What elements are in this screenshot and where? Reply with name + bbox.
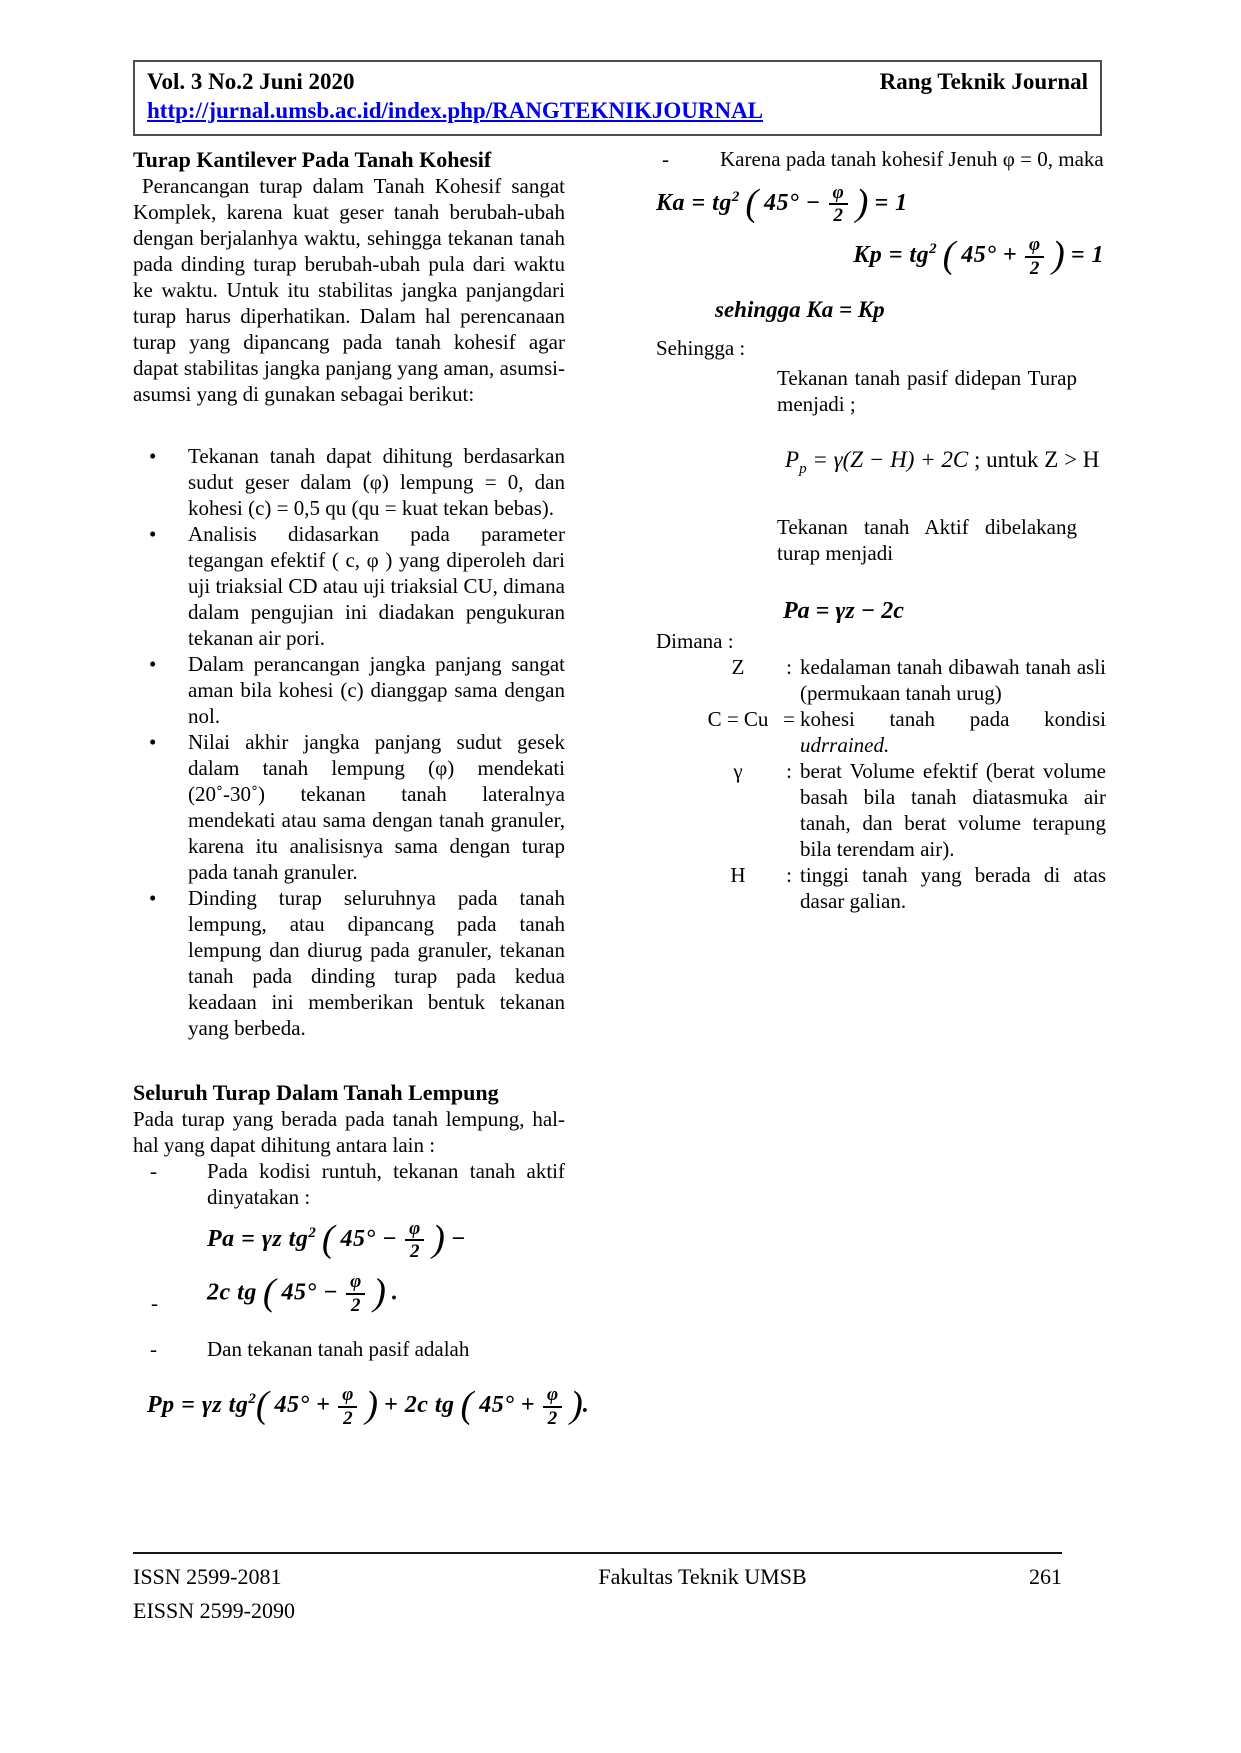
issn-text: ISSN 2599-2081 — [133, 1564, 282, 1589]
dash-item-text: Karena pada tanah kohesif Jenuh φ = 0, maka — [720, 147, 1104, 171]
list-item — [133, 885, 565, 1041]
dash-item-pasif — [133, 1336, 565, 1362]
formula-pa-line1: Pa = γz $tg^2$ ( 45° − $\frac{\varphi}{2}$ ) − — [207, 1217, 466, 1263]
dimana-label: Dimana : — [656, 628, 734, 653]
formula-kp: $Kp = tg^2$ ( 45° + $\frac{\varphi}{2}$ ) = 1 — [853, 233, 1104, 279]
definition-separator: = — [783, 706, 795, 731]
definition-text: kedalaman tanah dibawah tanah asli (permukaan tanah urug) — [800, 654, 1106, 705]
page-footer — [133, 1552, 1062, 1628]
formula-pa-active: Pa = γz − 2c — [783, 597, 904, 624]
header-box — [133, 60, 1102, 136]
dash-item-kohesif-jenuh — [590, 146, 1106, 172]
definition-text: berat Volume efektif (berat volume basah bila tanah diatasmuka air tanah, dan berat volume terapung bila terendam air). — [800, 758, 1106, 861]
section-heading-seluruh-turap: Seluruh Turap Dalam Tanah Lempung — [133, 1080, 499, 1105]
list-item — [133, 729, 565, 885]
pasif-description: Tekanan tanah pasif didepan Turap menjadi ; — [777, 365, 1077, 416]
definition-term: C = Cu — [707, 706, 769, 731]
journal-url-link[interactable]: http://jurnal.umsb.ac.id/index.php/RANGTEKNIKJOURNAL — [147, 98, 764, 123]
header-row — [147, 68, 1088, 96]
bullet-text: Analisis didasarkan pada parameter tegangan efektif ( c, φ ) yang diperoleh dari uji triaksial CD atau uji triaksial CU, dimana dalam pengujian ini diadakan pengukuran tekanan air pori. — [188, 522, 565, 650]
formula-sehingga-ka-kp: sehingga Ka = Kp — [715, 296, 885, 322]
left-column — [133, 146, 590, 1429]
formula-ka: $Ka = tg^2$ ( 45° − $\frac{\varphi}{2}$ ) = 1 — [656, 181, 908, 227]
section-heading-turap-kantilever: Turap Kantilever Pada Tanah Kohesif — [133, 147, 492, 172]
stray-dash-marker: - — [151, 1291, 158, 1316]
formula-pa-line2: - 2c tg ( 45° − $\frac{\varphi}{2}$ ) . — [151, 1271, 399, 1317]
definition-separator: : — [786, 862, 792, 887]
definition-text: tinggi tanah yang berada di atas dasar galian. — [800, 862, 1106, 913]
definition-row-gamma — [590, 758, 1106, 862]
definition-term: H — [730, 862, 746, 887]
bullet-text: Tekanan tanah dapat dihitung berdasarkan sudut geser dalam (φ) lempung = 0, dan kohesi (c) = 0,5 qu (qu = kuat tekan bebas). — [188, 444, 565, 520]
bullet-text: Dalam perancangan jangka panjang sangat aman bila kohesi (c) dianggap sama dengan nol. — [188, 652, 565, 728]
bullet-icon: • — [149, 886, 157, 910]
aktif-description: Tekanan tanah Aktif dibelakang turap menjadi — [777, 514, 1077, 565]
bullet-icon: • — [149, 522, 157, 546]
paragraph-lempung-intro: Pada turap yang berada pada tanah lempung, hal-hal yang dapat dihitung antara lain : — [133, 1107, 565, 1157]
definition-term: γ — [733, 758, 743, 783]
definition-separator: : — [786, 758, 792, 783]
faculty-text: Fakultas Teknik UMSB — [598, 1564, 807, 1589]
bullet-icon: • — [149, 444, 157, 468]
list-item — [133, 443, 565, 521]
paragraph-intro: Perancangan turap dalam Tanah Kohesif sangat Komplek, karena kuat geser tanah berubah-ubah dengan berjalanhya waktu, sehingga tekanan tanah pada dinding turap berubah-ubah pula dari waktu ke waktu. Untuk itu stabilitas jangka panjangdari turap harus diperhatikan. Dalam hal perencanaan turap yang dipancang pada tanah kohesif agar dapat stabilitas jangka panjang yang aman, asumsi-asumsi yang di gunakan sebagai berikut: — [133, 174, 565, 406]
sehingga-label: Sehingga : — [656, 335, 746, 360]
dash-item-text: Dan tekanan tanah pasif adalah — [207, 1337, 470, 1362]
dimana-definition-list — [590, 654, 1106, 914]
assumption-bullet-list — [133, 443, 565, 1041]
dash-marker: - — [662, 147, 669, 171]
definition-row-h — [590, 862, 1106, 914]
definition-text: kohesi tanah pada kondisi udrrained. — [800, 706, 1106, 757]
definition-term: Z — [731, 654, 745, 679]
dash-marker: - — [150, 1337, 157, 1362]
formula-pp-full: Pp = γz $tg^2$( 45° + $\frac{\varphi}{2}$ ) + 2c tg ( 45° + $\frac{\varphi}{2}$ ). — [147, 1383, 590, 1429]
formula-pp-condition: $P_p = \gamma(Z - H) + 2C$ ; untuk Z > H — [785, 446, 1100, 477]
formula-pa-collapse — [133, 1218, 565, 1316]
bullet-text: Nilai akhir jangka panjang sudut gesek dalam tanah lempung (φ) mendekati (20˚-30˚) tekanan tanah lateralnya mendekati atau sama dengan tanah granuler, karena itu analisisnya sama dengan turap pada tanah granuler. — [188, 730, 565, 884]
journal-title: Rang Teknik Journal — [879, 69, 1088, 94]
list-item — [133, 521, 565, 651]
footer-row — [133, 1560, 1062, 1628]
definition-separator: : — [786, 654, 792, 679]
issn-block — [133, 1560, 463, 1628]
right-column — [590, 146, 1106, 914]
bullet-icon: • — [149, 730, 157, 754]
eissn-text: EISSN 2599-2090 — [133, 1598, 295, 1623]
definition-row-c — [590, 706, 1106, 758]
definition-row-z — [590, 654, 1106, 706]
page-number: 261 — [1029, 1564, 1062, 1589]
dash-item-kondisi-runtuh — [133, 1158, 565, 1210]
volume-issue: Vol. 3 No.2 Juni 2020 — [147, 69, 355, 94]
dash-item-text: Pada kodisi runtuh, tekanan tanah aktif dinyatakan : — [207, 1159, 565, 1209]
list-item — [133, 651, 565, 729]
dash-marker: - — [150, 1159, 157, 1183]
bullet-text: Dinding turap seluruhnya pada tanah lempung, atau dipancang pada tanah lempung dan diurug pada granuler, tekanan tanah pada dinding turap pada kedua keadaan ini memberikan bentuk tekanan yang berbeda. — [188, 886, 565, 1040]
bullet-icon: • — [149, 652, 157, 676]
